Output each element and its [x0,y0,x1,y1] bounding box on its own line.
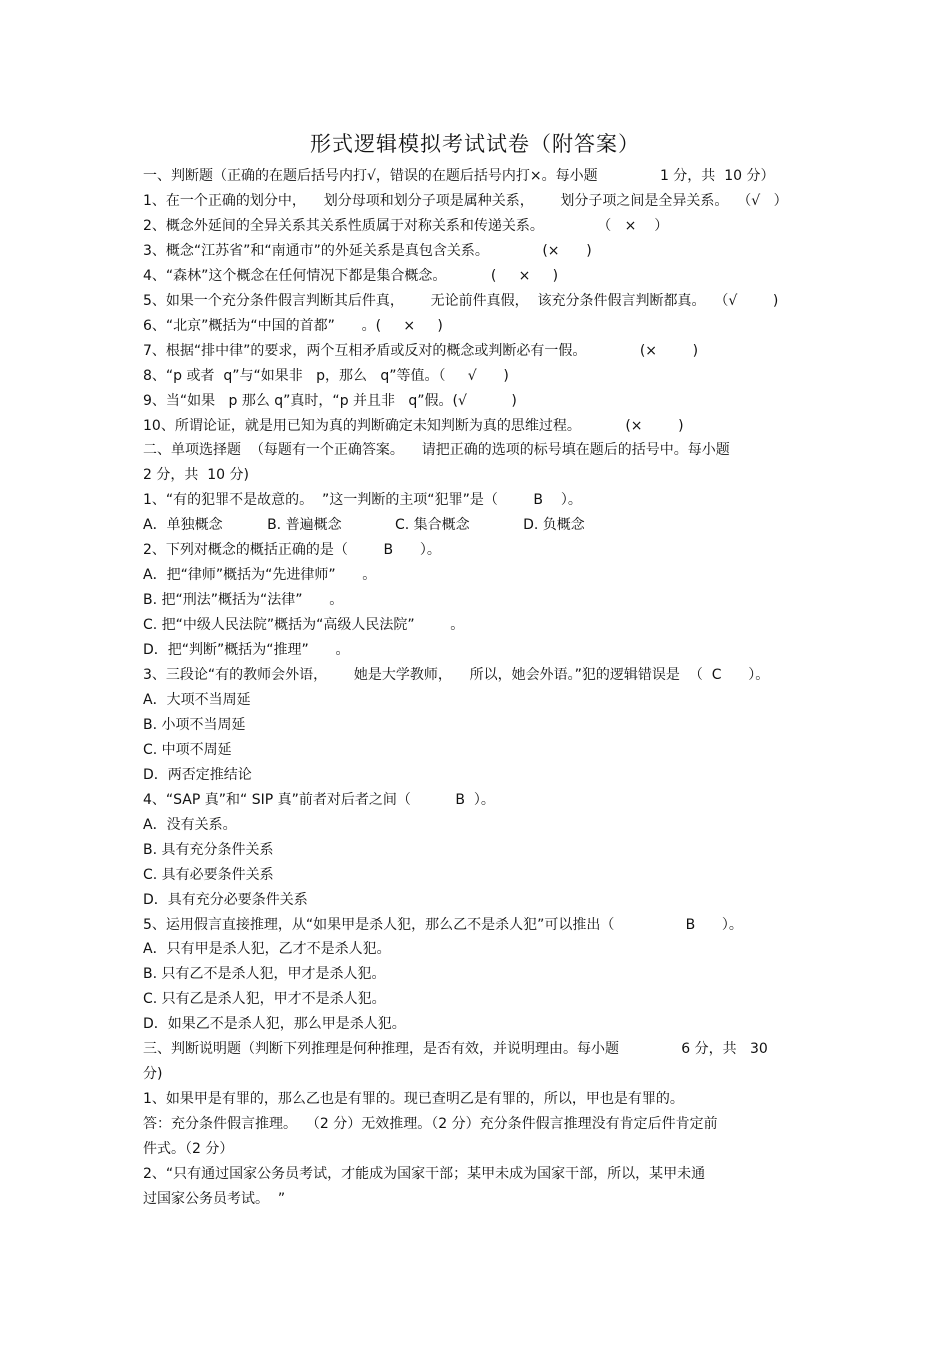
text-line: 9、当“如果 p 那么 q”真时，“p 并且非 q”假。(√ ) [143,392,517,409]
text-line: 5、运用假言直接推理，从“如果甲是杀人犯，那么乙不是杀人犯”可以推出（ B ）。 [143,916,743,933]
text-line: B. 只有乙不是杀人犯，甲才是杀人犯。 [143,966,386,983]
text-line: 10、所谓论证，就是用已知为真的判断确定未知判断为真的思维过程。 (× ) [143,417,684,434]
text-line: 1、在一个正确的划分中， 划分母项和划分子项是属种关系， 划分子项之间是全异关系。 （√ ） [143,192,788,209]
text-line: 2、下列对概念的概括正确的是（ B ）。 [143,542,441,559]
text-line: A．把“律师”概括为“先进律师” 。 [143,567,377,584]
text-line: 2、概念外延间的全异关系其关系性质属于对称关系和传递关系。 （ × ） [143,217,669,234]
text-line: A．单独概念 B. 普遍概念 C. 集合概念 D. 负概念 [143,517,585,534]
text-line: A．没有关系。 [143,816,237,833]
text-line: D．如果乙不是杀人犯，那么甲是杀人犯。 [143,1016,406,1033]
text-line: B. 把“刑法”概括为“法律” 。 [143,592,344,609]
text-line: D．两否定推结论 [143,766,252,783]
text-line: D．把“判断”概括为“推理” 。 [143,642,350,658]
text-line: C. 只有乙是杀人犯，甲才不是杀人犯。 [143,991,386,1008]
text-line: A．大项不当周延 [143,691,251,708]
text-line: 8、“p 或者 q”与“如果非 p，那么 q”等值。（ √ ) [143,367,509,384]
text-line: 6、“北京”概括为“中国的首都” 。( × ) [143,317,443,334]
text-line: 一、判断题（正确的在题后括号内打√，错误的在题后括号内打×。每小题 1 分，共 10 分） [143,168,775,184]
text-line: 5、如果一个充分条件假言判断其后件真， 无论前件真假， 该充分条件假言判断都真。 （√ ) [143,292,779,309]
text-line: B. 小项不当周延 [143,716,246,733]
text-line: 1、如果甲是有罪的，那么乙也是有罪的。现已查明乙是有罪的，所以，甲也是有罪的。 [143,1091,684,1108]
text-line: 件式。（2 分） [143,1141,234,1157]
text-line: 4、“SAP 真”和“ SIP 真”前者对后者之间（ B ）。 [143,791,495,808]
text-line: C. 中项不周延 [143,741,232,758]
text-line: C. 把“中级人民法院”概括为“高级人民法院” 。 [143,617,465,634]
text-line: 3、概念“江苏省”和“南通市”的外延关系是真包含关系。 (× ) [143,242,592,259]
text-line: 答：充分条件假言推理。 （2 分）无效推理。（2 分）充分条件假言推理没有肯定后件肯定前 [143,1116,718,1133]
text-line: 过国家公务员考试。 ” [143,1190,286,1207]
text-line: 2 分，共 10 分) [143,467,249,484]
text-line: 3、三段论“有的教师会外语， 她是大学教师， 所以，她会外语。”犯的逻辑错误是 （ C ）。 [143,667,770,683]
text-line: 二、单项选择题 （每题有一个正确答案。 请把正确的选项的标号填在题后的括号中。每小题 [143,442,730,459]
text-line: 三、判断说明题（判断下列推理是何种推理，是否有效，并说明理由。每小题 6 分，共 30 [143,1041,768,1058]
text-line: 1、“有的犯罪不是故意的。 ”这一判断的主项“犯罪”是（ B ）。 [143,492,582,509]
text-line: 7、根据“排中律”的要求，两个互相矛盾或反对的概念或判断必有一假。 (× ) [143,342,699,359]
text-line: 4、“森林”这个概念在任何情况下都是集合概念。 ( × ) [143,267,559,284]
text-line: B. 具有充分条件关系 [143,841,274,858]
text-line: 分) [143,1066,163,1083]
text-line: D．具有充分必要条件关系 [143,891,308,908]
text-line: 2、“只有通过国家公务员考试，才能成为国家干部；某甲未成为国家干部，所以，某甲未通 [143,1166,706,1182]
document-title: 形式逻辑模拟考试试卷（附答案） [310,132,640,156]
text-line: C. 具有必要条件关系 [143,866,274,883]
text-line: A．只有甲是杀人犯，乙才不是杀人犯。 [143,941,391,958]
